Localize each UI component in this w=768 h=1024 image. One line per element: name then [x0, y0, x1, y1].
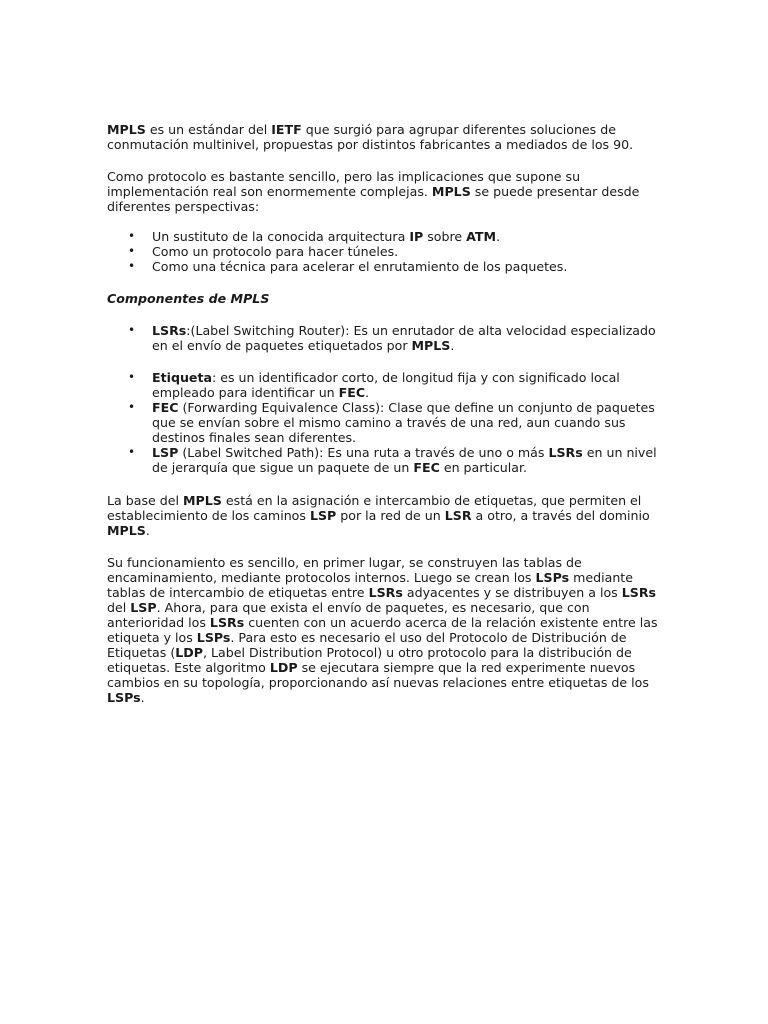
bold-term: LSRs: [548, 445, 583, 460]
text-run: que surgió para agrupar diferentes soluciones de conmutación multinivel, propuestas por distintos fabricantes a mediados de los 90.: [107, 122, 634, 152]
text-run: Como un protocolo para hacer túneles.: [152, 244, 399, 259]
text-run: es un estándar del: [145, 122, 272, 137]
text-run: . Para esto es necesario el uso del Protocolo de Distribución de Etiquetas (: [107, 630, 627, 660]
text-run: Como protocolo es bastante sencillo, pero las implicaciones que supone su implementación real son enormemente complejas.: [107, 169, 581, 199]
bold-term: LSPs: [535, 570, 570, 585]
text-run: Como una técnica para acelerar el enrutamiento de los paquetes.: [152, 259, 568, 274]
text-run: La base del: [107, 493, 184, 508]
list-item: [107, 259, 667, 274]
bold-term: IETF: [271, 122, 302, 137]
text-run: sobre: [423, 229, 467, 244]
text-run: . Ahora, para que exista el envío de paquetes, es necesario, que con anterioridad los: [107, 600, 590, 630]
bullet-icon: •: [128, 370, 136, 384]
bold-term: FEC: [152, 400, 179, 415]
text-run: se ejecutara siempre que la red experimente nuevos cambios en su topología, proporcionando así nuevas relaciones entre etiquetas de los: [107, 660, 649, 690]
text-run: : es un identificador corto, de longitud fija y con significado local empleado para identificar un: [152, 370, 620, 400]
components-list-main: [107, 370, 667, 475]
text-run: Su funcionamiento es sencillo, en primer lugar, se construyen las tablas de encaminamiento, mediante protocolos internos. Luego se crean los: [107, 555, 582, 585]
document-page: [107, 122, 667, 722]
bold-term: MPLS: [411, 338, 451, 353]
bold-term: MPLS: [107, 122, 146, 137]
text-run: .: [450, 338, 455, 353]
bold-term: MPLS: [183, 493, 222, 508]
section-heading: Componentes de MPLS: [107, 291, 270, 306]
bold-term: FEC: [338, 385, 366, 400]
bold-term: ATM: [466, 229, 497, 244]
bullet-icon: •: [128, 323, 136, 337]
list-item: [107, 244, 667, 259]
list-item: [107, 370, 667, 400]
components-list-lsrs: [107, 323, 667, 353]
base-paragraph: [107, 493, 667, 538]
bold-term: LSRs: [621, 585, 657, 600]
bullet-icon: •: [128, 259, 136, 273]
bold-term: Etiqueta: [152, 370, 212, 385]
bold-term: LSRs: [209, 615, 245, 630]
text-run: (Label Switched Path): Es una ruta a través de uno o más: [178, 445, 549, 460]
bold-term: LSP: [152, 445, 179, 460]
bullet-icon: •: [128, 244, 136, 258]
text-run: .: [365, 385, 370, 400]
operation-paragraph: [107, 555, 667, 705]
bold-term: IP: [409, 229, 424, 244]
text-run: .: [140, 690, 145, 705]
text-run: en un nivel de jerarquía que sigue un paquete de un: [152, 445, 657, 475]
bold-term: MPLS: [107, 523, 146, 538]
intro-paragraph: [107, 122, 667, 152]
text-run: , Label Distribution Protocol) u otro protocolo para la distribución de etiquetas. Este algoritmo: [107, 645, 632, 675]
bold-term: LSP: [130, 600, 157, 615]
text-run: está en la asignación e intercambio de etiquetas, que permiten el establecimiento de los caminos: [107, 493, 642, 523]
bullet-icon: •: [128, 445, 136, 459]
perspectives-list: [107, 229, 667, 274]
text-run: .: [496, 229, 501, 244]
bold-term: LSP: [309, 508, 337, 523]
bullet-icon: •: [128, 400, 136, 414]
bold-term: MPLS: [431, 184, 471, 199]
text-run: :(Label Switching Router): Es un enrutador de alta velocidad especializado en el envío de paquetes etiquetados por: [152, 323, 656, 353]
bold-term: LDP: [269, 660, 298, 675]
text-run: por la red de un: [336, 508, 445, 523]
text-run: cuenten con un acuerdo acerca de la relación existente entre las etiqueta y los: [107, 615, 658, 645]
bold-term: FEC: [413, 460, 440, 475]
text-run: del: [107, 600, 131, 615]
text-run: (Forwarding Equivalence Class): Clase que define un conjunto de paquetes que se envían sobre el mismo camino a través de una red, aun cuando sus destinos finales sean diferentes.: [152, 400, 655, 445]
bold-term: LSRs: [368, 585, 403, 600]
text-run: Un sustituto de la conocida arquitectura: [152, 229, 410, 244]
bullet-icon: •: [128, 229, 136, 243]
text-run: adyacentes y se distribuyen a los: [402, 585, 622, 600]
text-run: se puede presentar desde diferentes perspectivas:: [107, 184, 640, 214]
bold-term: LSPs: [107, 690, 141, 705]
text-run: a otro, a través del dominio: [471, 508, 650, 523]
list-item: [107, 229, 667, 244]
perspectives-paragraph: [107, 169, 667, 214]
bold-term: LDP: [175, 645, 203, 660]
bold-term: LSR: [444, 508, 472, 523]
bold-term: LSPs: [196, 630, 231, 645]
text-run: mediante tablas de intercambio de etiquetas entre: [107, 570, 633, 600]
bold-term: LSRs: [152, 323, 187, 338]
list-item: [107, 400, 667, 445]
list-item: [107, 323, 667, 353]
text-run: en particular.: [439, 460, 528, 475]
list-item: [107, 445, 667, 475]
text-run: .: [145, 523, 150, 538]
